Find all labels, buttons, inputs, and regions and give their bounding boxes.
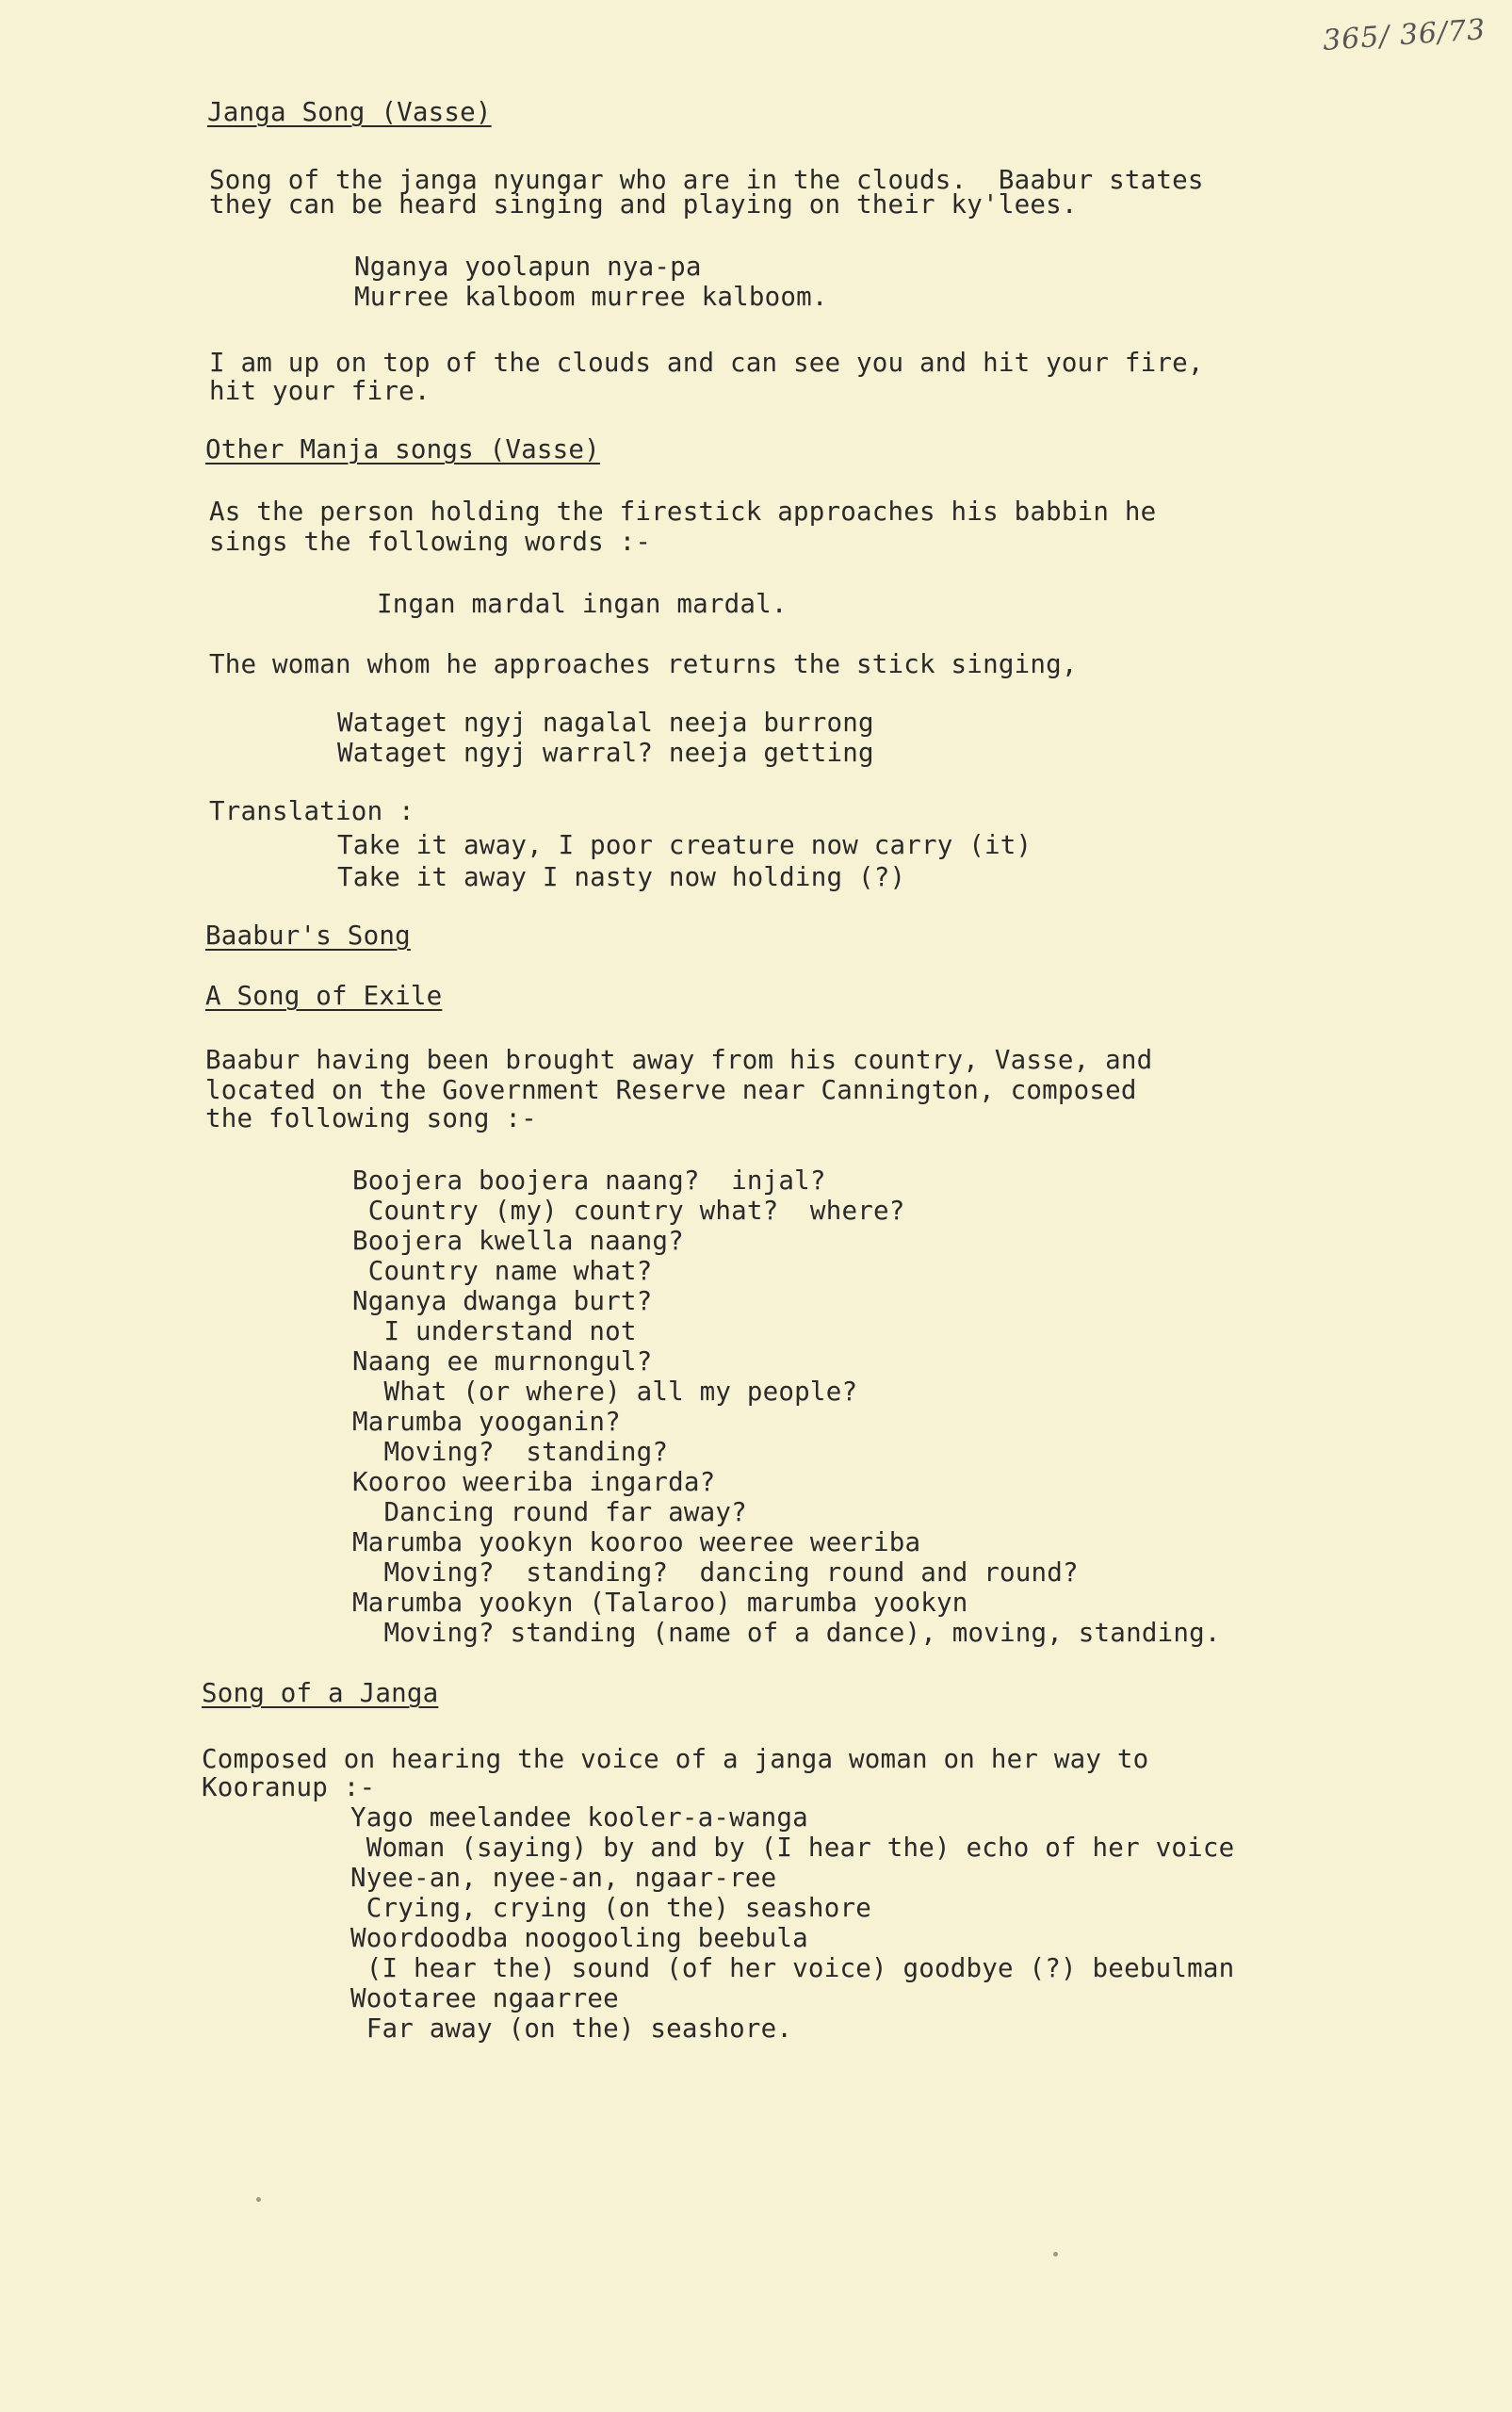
paragraph-line: The woman whom he approaches returns the stick singing, xyxy=(209,649,1078,679)
paragraph-line: Composed on hearing the voice of a janga woman on her way to xyxy=(202,1744,1149,1774)
song-line: Woman (saying) by and by (I hear the) echo of her voice xyxy=(350,1833,1235,1863)
song-line: Naang ee murnongul? xyxy=(352,1346,653,1377)
paragraph-line: Kooranup :- xyxy=(202,1772,376,1802)
page-number: 365/ 36/73 xyxy=(1321,12,1488,58)
song-line: What (or where) all my people? xyxy=(352,1377,858,1407)
paper-speck xyxy=(1053,2252,1058,2257)
song-line: Dancing round far away? xyxy=(352,1497,747,1527)
translation-line: Take it away I nasty now holding (?) xyxy=(337,862,906,892)
section-title-song-of-a-janga: Song of a Janga xyxy=(202,1678,439,1708)
paragraph-line: I am up on top of the clouds and can see you and hit your fire, xyxy=(209,348,1204,378)
song-line: Boojera kwella naang? xyxy=(352,1226,684,1256)
translation-line: Take it away, I poor creature now carry (it) xyxy=(337,830,1032,860)
song-line: Nyee-an, nyee-an, ngaar-ree xyxy=(350,1863,777,1893)
song-line: Moving? standing (name of a dance), moving, standing. xyxy=(352,1618,1221,1648)
paragraph-line: Song of the janga nyungar who are in the clouds. Baabur states xyxy=(209,165,1204,195)
song-line: Yago meelandee kooler-a-wanga xyxy=(350,1802,808,1833)
song-line: Country name what? xyxy=(352,1256,653,1286)
paragraph-line: hit your fire. xyxy=(209,376,431,406)
paragraph-line: they can be heard singing and playing on their ky'lees. xyxy=(209,189,1078,220)
paragraph-line: As the person holding the firestick approaches his babbin he xyxy=(209,497,1157,527)
translation-label: Translation : xyxy=(209,796,415,826)
song-line: Marumba yookyn kooroo weeree weeriba xyxy=(352,1527,921,1557)
verse-line: Ingan mardal ingan mardal. xyxy=(377,589,788,619)
song-line: Kooroo weeriba ingarda? xyxy=(352,1467,716,1497)
verse-line: Wataget ngyj nagalal neeja burrong xyxy=(337,708,874,738)
section-title-other-manja-songs: Other Manja songs (Vasse) xyxy=(205,434,600,464)
song-line: Far away (on the) seashore. xyxy=(350,2013,793,2044)
verse-line: Wataget ngyj warral? neeja getting xyxy=(337,738,874,768)
song-line: I understand not xyxy=(352,1316,637,1346)
paper-speck xyxy=(256,2197,261,2202)
verse-line: Nganya yoolapun nya-pa xyxy=(354,252,702,282)
song-line: Woordoodba noogooling beebula xyxy=(350,1923,808,1953)
section-subtitle-song-of-exile: A Song of Exile xyxy=(205,981,443,1011)
paragraph-line: the following song :- xyxy=(205,1103,537,1133)
paragraph-line: located on the Government Reserve near Cannington, composed xyxy=(205,1075,1137,1105)
song-line: Crying, crying (on the) seashore xyxy=(350,1893,871,1923)
paragraph-line: Baabur having been brought away from his country, Vasse, and xyxy=(205,1045,1153,1075)
song-line: Country (my) country what? where? xyxy=(352,1196,905,1226)
section-title-janga-song: Janga Song (Vasse) xyxy=(207,97,492,127)
song-line: Marumba yookyn (Talaroo) marumba yookyn xyxy=(352,1588,968,1618)
paragraph-line: sings the following words :- xyxy=(209,527,652,557)
section-title-baabur-song: Baabur's Song xyxy=(205,921,411,951)
song-line: Moving? standing? xyxy=(352,1437,669,1467)
song-line: Moving? standing? dancing round and round? xyxy=(352,1557,1079,1588)
song-line: Boojera boojera naang? injal? xyxy=(352,1165,826,1196)
song-line: Nganya dwanga burt? xyxy=(352,1286,653,1316)
verse-line: Murree kalboom murree kalboom. xyxy=(354,282,828,312)
song-line: (I hear the) sound (of her voice) goodbye (?) beebulman xyxy=(350,1953,1235,1983)
song-line: Wootaree ngaarree xyxy=(350,1983,619,2013)
song-line: Marumba yooganin? xyxy=(352,1407,621,1437)
